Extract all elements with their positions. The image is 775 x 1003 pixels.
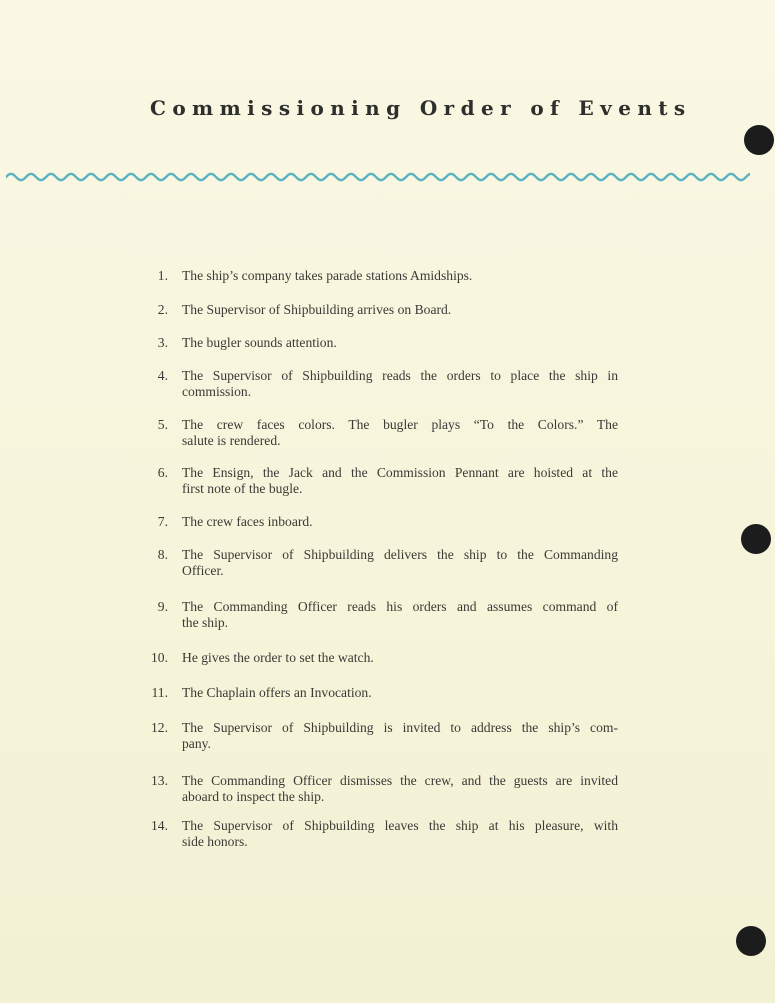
item-text: The Commanding Officer dismisses the crew, and the guests are invited aboard to inspect the ship. (182, 773, 618, 804)
punch-hole-middle (741, 524, 771, 554)
item-number: 13. (151, 773, 168, 788)
item-number: 9. (157, 599, 168, 614)
item-text: The bugler sounds attention. (182, 335, 337, 350)
item-number: 4. (157, 368, 168, 383)
item-text: The Supervisor of Shipbuilding reads the orders to place the ship in commission. (182, 368, 618, 399)
wave-divider (6, 170, 750, 184)
item-text: The Supervisor of Shipbuilding arrives on Board. (182, 302, 452, 317)
item-text: The crew faces inboard. (182, 514, 313, 529)
item-number: 8. (157, 547, 168, 562)
item-number: 7. (157, 514, 168, 529)
item-number: 11. (151, 685, 168, 700)
item-number: 10. (151, 650, 168, 665)
item-number: 14. (151, 818, 168, 833)
item-text: The Supervisor of Shipbuilding leaves the ship at his pleasure, with side honors. (182, 818, 618, 849)
punch-hole-bottom (736, 926, 766, 956)
item-text: The Ensign, the Jack and the Commission Pennant are hoisted at the first note of the bugle. (182, 465, 618, 496)
item-text: The Supervisor of Shipbuilding delivers the ship to the Commanding Officer. (182, 547, 618, 578)
item-text: The Chaplain offers an Invocation. (182, 685, 372, 700)
item-text: He gives the order to set the watch. (182, 650, 374, 665)
item-number: 12. (151, 720, 168, 735)
punch-hole-top (744, 125, 774, 155)
item-number: 1. (157, 268, 168, 283)
item-number: 6. (157, 465, 168, 480)
item-text: The ship’s company takes parade stations Amidships. (182, 268, 473, 283)
item-text: The Supervisor of Shipbuilding is invited to address the ship’s com- pany. (182, 720, 618, 751)
item-number: 3. (157, 335, 168, 350)
item-text: The crew faces colors. The bugler plays “To the Colors.” The salute is rendered. (182, 417, 618, 448)
item-text: The Commanding Officer reads his orders and assumes command of the ship. (182, 599, 618, 630)
page-title: Commissioning Order of Events (150, 96, 692, 120)
item-number: 2. (157, 302, 168, 317)
item-number: 5. (157, 417, 168, 432)
